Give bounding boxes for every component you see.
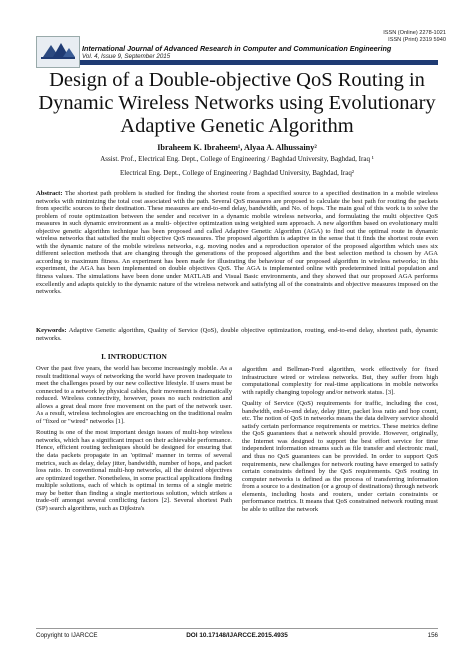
paragraph: Quality of Service (QoS) requirements for traffic, including the cost, bandwidth, end-to-end delay, delay jitter, packet loss ratio and hop count, etc. The notion of QoS in networks means the data delivery service should satisfy certain performance requirements or metrics. These metrics define the QoS guarantees that a network should provide. However, originally, the Internet was designed to support the best effort service for time independent information streams such as file transfer and electronic mail, and thus no QoS guarantees can be provided. In order to support QoS requirements, new challenges for network routing have emerged to satisfy certain constraints defined by the QoS requirements. QoS routing in computer networks is defined as the process of transferring information from a source to a destination (or a group of destinations) through network elements, including hosts and routers, under certain constraints or performance metrics. It means that QoS constrained network routing must be able to utilize the network: [242, 400, 438, 513]
paper-authors: Ibraheem K. Ibraheem¹, Alyaa A. Alhussainy²: [157, 143, 317, 152]
paper-title: Design of a Double-objective QoS Routing in Dynamic Wireless Networks using Evolutionary Adaptive Genetic Algorithm: [38, 69, 436, 137]
journal-volume: Vol. 4, Issue 9, September 2015: [82, 53, 171, 60]
affiliation-2: Electrical Eng. Dept., College of Engineering / Baghdad University, Baghdad, Iraq²: [120, 169, 354, 177]
journal-logo: [36, 36, 80, 68]
journal-logo-icon: [37, 37, 79, 67]
section-heading-introduction: I. INTRODUCTION: [101, 352, 167, 361]
right-column: [242, 366, 438, 517]
footer-copyright: Copyright to IJARCCE: [36, 632, 98, 639]
keywords: [36, 327, 438, 342]
keywords-label: Keywords:: [36, 327, 67, 334]
abstract: [36, 190, 438, 296]
paragraph: Routing is one of the most important design issues of multi-hop wireless networks, which has a significant impact on their achievable performance. Hence, efficient routing techniques should be designed for ensuring that the data packets propagate in an 'optimal' manner in terms of several metrics, such as delay, delay jitter, bandwidth, number of hops, and packet loss ratio. In conventional multi-hop networks, all the desired objectives are optimized together. Nonetheless, in some practical applications finding multiple solutions, each of which is optimal in terms of a single metric may be better than finding a single meritorious solution, which strikes a trade-off amongst several conflicting factors [2]. Several shortest Path (SP) search algorithms, such as Dijkstra's: [36, 429, 232, 512]
abstract-label: Abstract:: [36, 190, 63, 197]
abstract-text: The shortest path problem is studied for finding the shortest route from a specified source to a specified destination in a mobile wireless networks with minimizing the total cost associated with the path. Several QoS measures are proposed to calculate the best path for routing the packets from specific sources to their destination. These measures are end-to-end delay, bandwidth, and No. of hops. The main goal of this work is to solve the problem of route optimization between the sender and receiver in a dynamic mobile wireless networks, and formulating the multi objective QoS measures in such dynamic environment as a multi- objective optimization using weighted sum approach. A new algorithm based on evolutionary multi objective genetic algorithm technique has been proposed and called Adaptive Genetic Algorithm (AGA) to find out the optimal route in dynamic wireless networks that satisfied the multi objective QoS measures. The proposed algorithm is adaptive in the sense that it finds the shortest route even with the dynamic nature of the mobile wireless networks, e.g. moving nodes and a reproduction operator of the proposed algorithm which uses six different selection methods that are changing through the generations of the proposed algorithm and the best selection method is chosen by AGA according to maximum fitness. An experiment has been made for illustrating the behaviour of our proposed algorithm in wireless networks; in this experiment, the AGA has been implemented on double objectives QoS. The AGA is implemented online with predetermined initial population and fitness values. The simulations have been done under MATLAB and Visual Basic environments, and they showed that our proposed AGA performs excellently and adapts quickly to the dynamic nature of the wireless network and satisfying all of the constraints and objective measures imposed on the networks.: [36, 190, 438, 296]
affiliation-1: Assist. Prof., Electrical Eng. Dept., College of Engineering / Baghdad University, Baghdad, Iraq ¹: [100, 155, 374, 163]
keywords-text: Adaptive Genetic algorithm, Quality of Service (QoS), double objective optimization, routing, end-to-end delay, shortest path, dynamic networks.: [36, 327, 439, 342]
paragraph: Over the past five years, the world has become increasingly mobile. As a result traditional ways of networking the world have proven inadequate to meet the challenges posed by our new collective lifestyle. If users must be connected to a network by physical cables, their movement is dramatically reduced. Wireless connectivity, however, poses no such restriction and allows a great deal more free movement on the part of the network user. As a result, wireless technologies are encroaching on the traditional realm of "fixed or "wired" networks [1].: [36, 365, 232, 425]
header-rule: [80, 60, 438, 65]
footer-doi: DOI 10.17148/IJARCCE.2015.4935: [186, 632, 288, 639]
issn-online: ISSN (Online) 2278-1021: [383, 30, 446, 36]
footer-rule: [36, 628, 438, 629]
issn-block: [383, 30, 446, 44]
paragraph: algorithm and Bellman-Ford algorithm, work effectively for fixed infrastructure wired or wireless networks. But, they suffer from high computational complexity for real-time applications in mobile networks with rapidly changing topology and/or network status. [3].: [242, 366, 438, 396]
page-number: 156: [427, 632, 438, 639]
left-column: [36, 365, 232, 516]
journal-name: International Journal of Advanced Research in Computer and Communication Engineering: [82, 44, 392, 53]
issn-print: ISSN (Print) 2319 5940: [388, 37, 446, 43]
